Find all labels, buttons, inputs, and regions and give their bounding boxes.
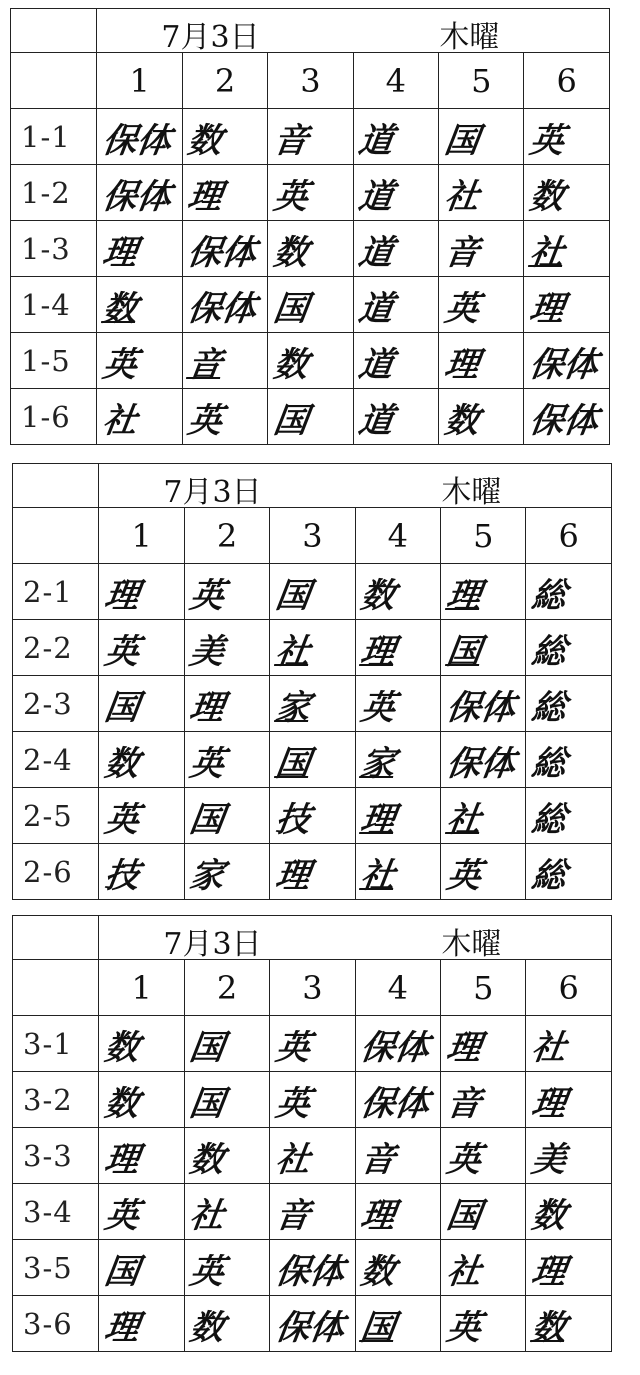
subject-text: 技 <box>102 855 142 895</box>
subject-cell <box>180 788 273 844</box>
date-label: 7月3日 <box>161 20 260 53</box>
subject-text: 美 <box>529 1139 569 1179</box>
subject-text: 理 <box>358 631 398 671</box>
subject-text: 英 <box>185 400 226 440</box>
subject-cell <box>93 277 186 333</box>
subject-text: 国 <box>441 120 482 160</box>
timetable-grade-3 <box>12 915 612 1352</box>
subject-text: 数 <box>187 1307 228 1347</box>
subject-cell <box>522 1128 615 1184</box>
class-row <box>11 389 610 445</box>
class-label: 1-6 <box>11 389 97 445</box>
subject-text: 総 <box>529 799 569 839</box>
subject-cell <box>264 389 357 445</box>
period-number: 4 <box>353 53 438 109</box>
weekday-label: 木曜 <box>439 20 500 53</box>
subject-cell <box>522 844 615 900</box>
subject-cell <box>264 277 357 333</box>
class-label: 3-2 <box>13 1072 99 1128</box>
subject-cell <box>435 277 528 333</box>
subject-text: 数 <box>187 1139 228 1179</box>
subject-cell <box>437 1296 530 1352</box>
period-number: 3 <box>268 53 353 109</box>
class-row <box>13 676 612 732</box>
subject-cell <box>351 1184 444 1240</box>
subject-text: 保体 <box>527 400 601 440</box>
subject-cell <box>266 1296 359 1352</box>
corner-cell <box>13 916 99 960</box>
subject-cell <box>266 564 359 620</box>
subject-text: 社 <box>527 232 567 272</box>
subject-text: 音 <box>185 344 226 384</box>
subject-text: 総 <box>529 855 569 895</box>
class-label: 3-3 <box>13 1128 99 1184</box>
date-title-cell <box>99 916 612 960</box>
subject-text: 理 <box>441 344 482 384</box>
subject-cell <box>435 221 528 277</box>
subject-text: 保体 <box>527 344 601 384</box>
subject-text: 理 <box>100 232 140 272</box>
subject-cell <box>437 1184 530 1240</box>
subject-text: 英 <box>272 1027 313 1067</box>
subject-cell <box>264 221 357 277</box>
class-label: 2-1 <box>13 564 99 620</box>
subject-text: 数 <box>102 743 142 783</box>
subject-text: 理 <box>527 288 567 328</box>
subject-cell <box>437 732 530 788</box>
subject-cell <box>520 277 613 333</box>
subject-text: 道 <box>356 176 396 216</box>
subject-cell <box>178 221 271 277</box>
subject-cell <box>95 732 188 788</box>
subject-text: 英 <box>187 743 228 783</box>
subject-cell <box>349 277 442 333</box>
class-row <box>13 1296 612 1352</box>
subject-cell <box>522 788 615 844</box>
subject-text: 保体 <box>443 743 518 783</box>
subject-text: 理 <box>272 855 313 895</box>
class-row <box>13 732 612 788</box>
subject-text: 英 <box>102 631 142 671</box>
date-title-cell <box>99 464 612 508</box>
subject-text: 英 <box>102 1195 142 1235</box>
subject-cell <box>93 165 186 221</box>
subject-text: 理 <box>529 1083 569 1123</box>
blank-cell <box>13 508 99 564</box>
subject-text: 理 <box>102 575 142 615</box>
subject-text: 総 <box>529 743 569 783</box>
corner-cell <box>13 464 99 508</box>
subject-cell <box>266 1016 359 1072</box>
subject-text: 英 <box>358 687 398 727</box>
subject-cell <box>180 620 273 676</box>
subject-text: 理 <box>185 176 226 216</box>
class-row <box>13 844 612 900</box>
subject-cell <box>93 109 186 165</box>
subject-cell <box>95 1072 188 1128</box>
subject-cell <box>266 1072 359 1128</box>
subject-cell <box>351 732 444 788</box>
subject-cell <box>95 620 188 676</box>
subject-text: 家 <box>358 743 398 783</box>
subject-cell <box>437 788 530 844</box>
date-header-row <box>11 9 610 53</box>
date-header-row <box>13 464 612 508</box>
subject-cell <box>351 1240 444 1296</box>
subject-text: 音 <box>270 120 311 160</box>
subject-cell <box>95 1184 188 1240</box>
subject-text: 数 <box>358 1251 398 1291</box>
subject-text: 英 <box>270 176 311 216</box>
subject-text: 数 <box>529 1307 569 1347</box>
subject-text: 音 <box>272 1195 313 1235</box>
subject-text: 理 <box>187 687 228 727</box>
subject-cell <box>351 788 444 844</box>
period-number: 6 <box>526 508 612 564</box>
subject-cell <box>180 564 273 620</box>
period-number: 3 <box>270 960 355 1016</box>
subject-cell <box>266 788 359 844</box>
class-label: 2-2 <box>13 620 99 676</box>
class-label: 3-6 <box>13 1296 99 1352</box>
subject-text: 保体 <box>272 1251 347 1291</box>
subject-text: 数 <box>529 1195 569 1235</box>
subject-text: 国 <box>272 743 313 783</box>
period-number: 4 <box>355 508 440 564</box>
period-number: 1 <box>99 508 184 564</box>
subject-cell <box>180 676 273 732</box>
subject-cell <box>178 333 271 389</box>
subject-cell <box>178 389 271 445</box>
subject-cell <box>522 732 615 788</box>
class-row <box>13 1128 612 1184</box>
subject-cell <box>522 676 615 732</box>
subject-cell <box>349 389 442 445</box>
subject-cell <box>349 109 442 165</box>
period-number: 5 <box>441 508 526 564</box>
period-number: 6 <box>526 960 612 1016</box>
subject-cell <box>95 844 188 900</box>
class-row <box>13 1016 612 1072</box>
subject-cell <box>522 620 615 676</box>
subject-text: 国 <box>358 1307 398 1347</box>
class-label: 2-5 <box>13 788 99 844</box>
subject-text: 社 <box>100 400 140 440</box>
subject-cell <box>349 333 442 389</box>
subject-text: 数 <box>358 575 398 615</box>
subject-text: 道 <box>356 288 396 328</box>
subject-cell <box>93 333 186 389</box>
subject-text: 理 <box>358 799 398 839</box>
subject-text: 音 <box>441 232 482 272</box>
subject-cell <box>93 221 186 277</box>
period-number: 4 <box>355 960 440 1016</box>
timetable-grade-1 <box>10 8 610 445</box>
weekday-label: 木曜 <box>441 475 502 508</box>
subject-cell <box>520 221 613 277</box>
subject-text: 社 <box>443 1251 484 1291</box>
subject-cell <box>437 676 530 732</box>
subject-text: 国 <box>270 400 311 440</box>
period-number: 2 <box>182 53 267 109</box>
class-row <box>13 564 612 620</box>
date-label: 7月3日 <box>163 927 262 960</box>
subject-cell <box>522 1072 615 1128</box>
subject-text: 英 <box>443 1307 484 1347</box>
subject-cell <box>95 788 188 844</box>
class-label: 3-4 <box>13 1184 99 1240</box>
class-label: 2-3 <box>13 676 99 732</box>
subject-text: 社 <box>187 1195 228 1235</box>
class-row <box>11 221 610 277</box>
date-header-row <box>13 916 612 960</box>
subject-text: 音 <box>443 1083 484 1123</box>
subject-cell <box>95 1016 188 1072</box>
subject-cell <box>520 165 613 221</box>
subject-cell <box>351 620 444 676</box>
class-row <box>13 1240 612 1296</box>
period-number: 1 <box>97 53 182 109</box>
subject-text: 保体 <box>358 1083 432 1123</box>
subject-text: 総 <box>529 631 569 671</box>
subject-text: 英 <box>443 855 484 895</box>
subject-text: 数 <box>102 1083 142 1123</box>
subject-text: 技 <box>272 799 313 839</box>
subject-cell <box>351 1016 444 1072</box>
subject-cell <box>520 389 613 445</box>
subject-cell <box>435 109 528 165</box>
subject-text: 社 <box>529 1027 569 1067</box>
subject-text: 美 <box>187 631 228 671</box>
subject-cell <box>180 732 273 788</box>
class-row <box>13 1072 612 1128</box>
subject-cell <box>266 620 359 676</box>
subject-text: 英 <box>187 1251 228 1291</box>
subject-text: 総 <box>529 687 569 727</box>
class-label: 1-4 <box>11 277 97 333</box>
subject-text: 道 <box>356 120 396 160</box>
period-number: 3 <box>270 508 355 564</box>
subject-cell <box>264 109 357 165</box>
subject-cell <box>351 1072 444 1128</box>
subject-cell <box>520 109 613 165</box>
subject-text: 数 <box>441 400 482 440</box>
subject-cell <box>180 844 273 900</box>
subject-text: 国 <box>270 288 311 328</box>
subject-cell <box>178 277 271 333</box>
subject-cell <box>266 1184 359 1240</box>
subject-text: 社 <box>443 799 484 839</box>
subject-cell <box>95 1128 188 1184</box>
date-title-cell <box>97 9 610 53</box>
subject-cell <box>349 221 442 277</box>
subject-cell <box>266 1240 359 1296</box>
subject-cell <box>522 1016 615 1072</box>
subject-text: 数 <box>270 344 311 384</box>
subject-cell <box>95 1296 188 1352</box>
subject-text: 国 <box>187 1027 228 1067</box>
subject-cell <box>264 333 357 389</box>
class-label: 3-1 <box>13 1016 99 1072</box>
subject-cell <box>351 676 444 732</box>
subject-cell <box>180 1128 273 1184</box>
subject-cell <box>180 1240 273 1296</box>
subject-text: 英 <box>100 344 140 384</box>
subject-cell <box>178 109 271 165</box>
class-row <box>11 333 610 389</box>
subject-text: 保体 <box>100 176 174 216</box>
period-header-row <box>11 53 610 109</box>
class-label: 2-4 <box>13 732 99 788</box>
subject-cell <box>437 1072 530 1128</box>
subject-cell <box>435 389 528 445</box>
subject-cell <box>95 1240 188 1296</box>
subject-text: 保体 <box>185 288 260 328</box>
class-row <box>11 165 610 221</box>
subject-cell <box>266 732 359 788</box>
subject-cell <box>180 1072 273 1128</box>
subject-text: 数 <box>100 288 140 328</box>
subject-cell <box>520 333 613 389</box>
subject-cell <box>522 1296 615 1352</box>
blank-cell <box>11 53 97 109</box>
class-row <box>13 1184 612 1240</box>
subject-cell <box>437 1016 530 1072</box>
subject-text: 家 <box>187 855 228 895</box>
subject-cell <box>178 165 271 221</box>
blank-cell <box>13 960 99 1016</box>
subject-text: 英 <box>102 799 142 839</box>
weekday-label: 木曜 <box>441 927 502 960</box>
subject-cell <box>180 1296 273 1352</box>
subject-text: 理 <box>102 1139 142 1179</box>
subject-cell <box>435 333 528 389</box>
subject-text: 数 <box>102 1027 142 1067</box>
subject-text: 家 <box>272 687 313 727</box>
class-row <box>13 788 612 844</box>
subject-text: 社 <box>272 631 313 671</box>
subject-cell <box>351 564 444 620</box>
subject-cell <box>351 1296 444 1352</box>
subject-cell <box>522 1240 615 1296</box>
class-label: 1-3 <box>11 221 97 277</box>
subject-text: 音 <box>358 1139 398 1179</box>
subject-cell <box>437 1128 530 1184</box>
subject-text: 数 <box>270 232 311 272</box>
subject-cell <box>266 1128 359 1184</box>
class-row <box>13 620 612 676</box>
class-row <box>11 109 610 165</box>
timetable-grade-2 <box>12 463 612 900</box>
period-header-row <box>13 508 612 564</box>
class-label: 1-1 <box>11 109 97 165</box>
subject-cell <box>437 1240 530 1296</box>
subject-cell <box>95 676 188 732</box>
subject-text: 道 <box>356 232 396 272</box>
corner-cell <box>11 9 97 53</box>
subject-text: 国 <box>187 799 228 839</box>
subject-text: 数 <box>527 176 567 216</box>
subject-cell <box>266 844 359 900</box>
subject-text: 保体 <box>100 120 174 160</box>
subject-text: 理 <box>443 1027 484 1067</box>
subject-cell <box>95 564 188 620</box>
period-number: 2 <box>184 960 269 1016</box>
subject-text: 保体 <box>185 232 260 272</box>
class-row <box>11 277 610 333</box>
subject-cell <box>351 844 444 900</box>
subject-cell <box>180 1184 273 1240</box>
subject-text: 国 <box>102 687 142 727</box>
subject-text: 国 <box>272 575 313 615</box>
subject-text: 数 <box>185 120 226 160</box>
subject-cell <box>266 676 359 732</box>
subject-text: 保体 <box>358 1027 432 1067</box>
subject-text: 道 <box>356 344 396 384</box>
subject-cell <box>522 564 615 620</box>
subject-text: 国 <box>443 1195 484 1235</box>
subject-text: 英 <box>443 1139 484 1179</box>
subject-text: 理 <box>443 575 484 615</box>
subject-cell <box>180 1016 273 1072</box>
date-label: 7月3日 <box>163 475 262 508</box>
class-label: 1-5 <box>11 333 97 389</box>
subject-text: 理 <box>529 1251 569 1291</box>
subject-cell <box>522 1184 615 1240</box>
period-number: 1 <box>99 960 184 1016</box>
subject-cell <box>264 165 357 221</box>
subject-cell <box>437 564 530 620</box>
subject-text: 英 <box>441 288 482 328</box>
subject-cell <box>351 1128 444 1184</box>
subject-text: 国 <box>443 631 484 671</box>
subject-text: 総 <box>529 575 569 615</box>
subject-text: 道 <box>356 400 396 440</box>
subject-cell <box>435 165 528 221</box>
period-number: 5 <box>441 960 526 1016</box>
subject-text: 理 <box>102 1307 142 1347</box>
subject-text: 理 <box>358 1195 398 1235</box>
subject-text: 保体 <box>443 687 518 727</box>
subject-cell <box>93 389 186 445</box>
subject-text: 社 <box>441 176 482 216</box>
subject-text: 国 <box>187 1083 228 1123</box>
subject-text: 社 <box>358 855 398 895</box>
subject-text: 英 <box>527 120 567 160</box>
class-label: 1-2 <box>11 165 97 221</box>
period-number: 5 <box>439 53 524 109</box>
period-number: 6 <box>524 53 610 109</box>
class-label: 3-5 <box>13 1240 99 1296</box>
subject-cell <box>437 620 530 676</box>
subject-text: 英 <box>272 1083 313 1123</box>
subject-text: 保体 <box>272 1307 347 1347</box>
period-header-row <box>13 960 612 1016</box>
subject-text: 国 <box>102 1251 142 1291</box>
subject-text: 英 <box>187 575 228 615</box>
subject-cell <box>437 844 530 900</box>
subject-cell <box>349 165 442 221</box>
class-label: 2-6 <box>13 844 99 900</box>
subject-text: 社 <box>272 1139 313 1179</box>
period-number: 2 <box>184 508 269 564</box>
